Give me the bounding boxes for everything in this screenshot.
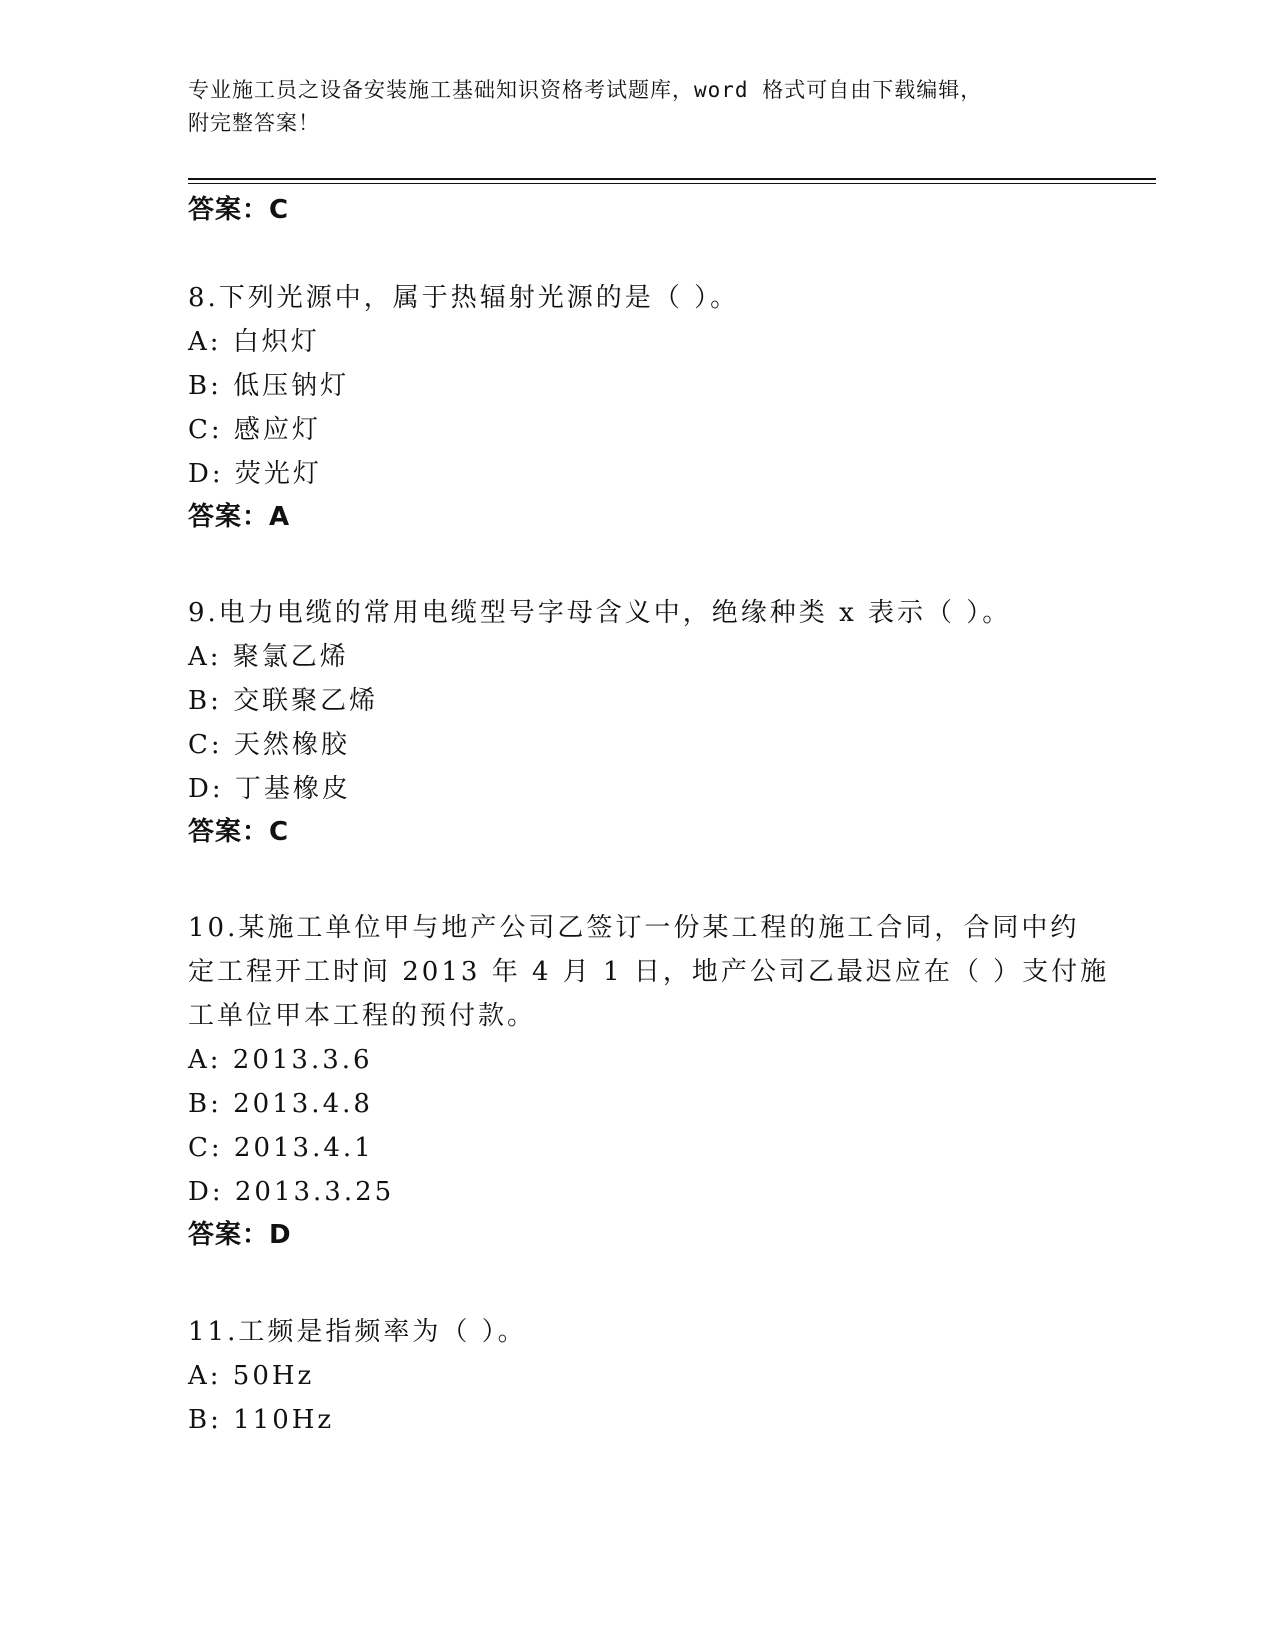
previous-answer: 答案：C <box>188 195 290 225</box>
question-8-option-d: D: 荧光灯 <box>188 459 322 489</box>
header-line-1: 专业施工员之设备安装施工基础知识资格考试题库，word 格式可自由下载编辑， <box>188 78 983 102</box>
question-10-option-c: C: 2013.4.1 <box>188 1133 374 1163</box>
question-10-option-a: A: 2013.3.6 <box>188 1045 373 1075</box>
question-9-answer: 答案：C <box>188 817 290 847</box>
question-11-option-a: A: 50Hz <box>188 1361 315 1391</box>
question-8-option-a: A: 白炽灯 <box>188 327 320 357</box>
question-9-option-a: A: 聚氯乙烯 <box>188 642 349 672</box>
question-9-option-c: C: 天然橡胶 <box>188 730 350 760</box>
question-9-stem: 9.电力电缆的常用电缆型号字母含义中，绝缘种类 x 表示（ ）。 <box>188 598 1012 628</box>
header-divider-thick <box>188 178 1156 180</box>
header-divider-thin <box>188 183 1156 184</box>
question-10-answer: 答案：D <box>188 1220 292 1250</box>
question-10-stem-line-2: 定工程开工时间 2013 年 4 月 1 日，地产公司乙最迟应在（ ）支付施 <box>188 957 1110 987</box>
question-8-answer: 答案：A <box>188 502 291 532</box>
question-10-option-d: D: 2013.3.25 <box>188 1177 395 1207</box>
question-9-option-b: B: 交联聚乙烯 <box>188 686 379 716</box>
question-10-stem-line-3: 工单位甲本工程的预付款。 <box>188 1001 537 1031</box>
document-header <box>188 74 1088 140</box>
question-11-option-b: B: 110Hz <box>188 1405 335 1435</box>
question-9-option-d: D: 丁基橡皮 <box>188 774 351 804</box>
question-8-stem: 8.下列光源中，属于热辐射光源的是（ ）。 <box>188 283 740 313</box>
question-10-stem-line-1: 10.某施工单位甲与地产公司乙签订一份某工程的施工合同，合同中约 <box>188 913 1080 943</box>
header-line-2: 附完整答案！ <box>188 111 320 135</box>
question-10-option-b: B: 2013.4.8 <box>188 1089 373 1119</box>
question-8-option-c: C: 感应灯 <box>188 415 321 445</box>
question-8-option-b: B: 低压钠灯 <box>188 371 350 401</box>
question-11-stem: 11.工频是指频率为（ ）。 <box>188 1317 527 1347</box>
